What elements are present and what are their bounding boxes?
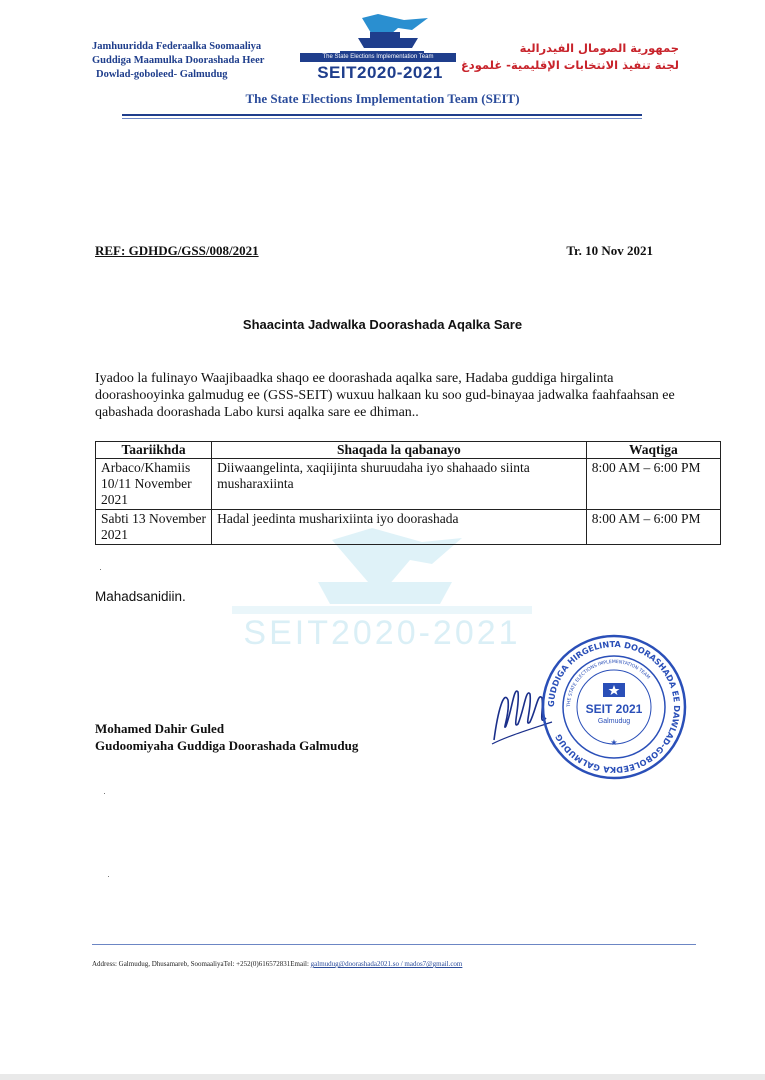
stamp-ring-text: GUDDIGA HIRGELINTA DOORASHADA EE DAWLAD-GOBOLEEDKA GALMUDUG [545, 638, 683, 776]
header-rule [122, 114, 642, 116]
signatory-block [95, 720, 358, 754]
table-header-row [96, 442, 721, 459]
closing-text: Mahadsanidiin. [95, 589, 186, 604]
header-time: Waqtiga [586, 442, 720, 459]
signatory-title: Gudoomiyaha Guddiga Doorashada Galmudug [95, 738, 359, 753]
scan-speck [108, 876, 109, 877]
letterhead-line-3: Dowlad-goboleed- Galmudug [96, 69, 228, 80]
letterhead-arabic-line-2: لجنة تنفيذ الانتخابات الإقليمية- غلمودغ [460, 58, 679, 72]
scan-speck [104, 793, 105, 794]
stamp-subtitle: Galmudug [597, 718, 631, 725]
ballot-box-icon [300, 12, 460, 54]
header-task: Shaqada la qabanayo [212, 442, 587, 459]
footer-address-text: Address: Galmudug, Dhusamareb, SoomaaliyaTel: +252(0)616572831Email: [92, 960, 309, 968]
body-paragraph: Iyadoo la fulinayo Waajibaadka shaqo ee doorashada aqalka sare, Hadaba guddiga hirgalinta doorashooyinka galmudug ee (GSS-SEIT) wuxuu halkaan ku soo gud-binayaa jadwalka faahfaahsan ee qabashada doorashada Labo kursi aqalka sare ee dhiman.. [95, 371, 675, 420]
row-2-time: 8:00 AM – 6:00 PM [586, 510, 720, 545]
seit-logo [300, 12, 460, 86]
letter-date: Tr. 10 Nov 2021 [566, 243, 653, 258]
table-row [96, 510, 721, 545]
letterhead-somali [92, 40, 264, 82]
schedule-table [95, 441, 721, 545]
stamp-title: SEIT 2021 [585, 702, 643, 716]
row-1-time: 8:00 AM – 6:00 PM [586, 459, 720, 510]
letterhead-line-1: Jamhuuridda Federaalka Soomaaliya [92, 41, 262, 52]
row-1-task: Diiwaangelinta, xaqiijinta shuruudaha iyo shahaado siinta musharaxiinta [212, 459, 587, 510]
logo-band: The State Elections Implementation Team [300, 53, 456, 62]
official-stamp [540, 633, 688, 781]
letterhead-line-2: Guddiga Maamulka Doorashada Heer [92, 55, 265, 66]
letterhead-arabic-line-1: جمهورية الصومال الفيدرالية [519, 41, 679, 55]
footer-email-link[interactable]: galmudug@doorashada2021.so / mados7@gmail.com [310, 960, 463, 968]
header-date: Taariikhda [96, 442, 212, 459]
row-1-date: Arbaco/Khamiis 10/11 November 2021 [96, 459, 212, 510]
scan-speck [100, 569, 101, 570]
watermark-text: SEIT2020-2021 [243, 614, 521, 652]
logo-text: SEIT2020-2021 [317, 63, 443, 82]
signatory-name: Mohamed Dahir Guled [95, 721, 225, 736]
letter-subject: Shaacinta Jadwalka Doorashada Aqalka Sare [242, 317, 523, 332]
letterhead-arabic [461, 40, 679, 74]
footer-address [92, 960, 462, 968]
footer-rule [92, 944, 696, 945]
table-row [96, 459, 721, 510]
letterhead-subtitle: The State Elections Implementation Team (SEIT) [245, 91, 520, 106]
header-rule-thin [122, 118, 642, 119]
reference-number: REF: GDHDG/GSS/008/2021 [95, 243, 259, 258]
row-2-date: Sabti 13 November 2021 [96, 510, 212, 545]
star-icon: ★ [610, 738, 618, 747]
row-2-task: Hadal jeedinta musharixiinta iyo doorashada [212, 510, 587, 545]
stamp-inner-text: THE STATE ELECTIONS IMPLEMENTATION TEAM [566, 659, 651, 708]
scan-edge [0, 1074, 765, 1080]
